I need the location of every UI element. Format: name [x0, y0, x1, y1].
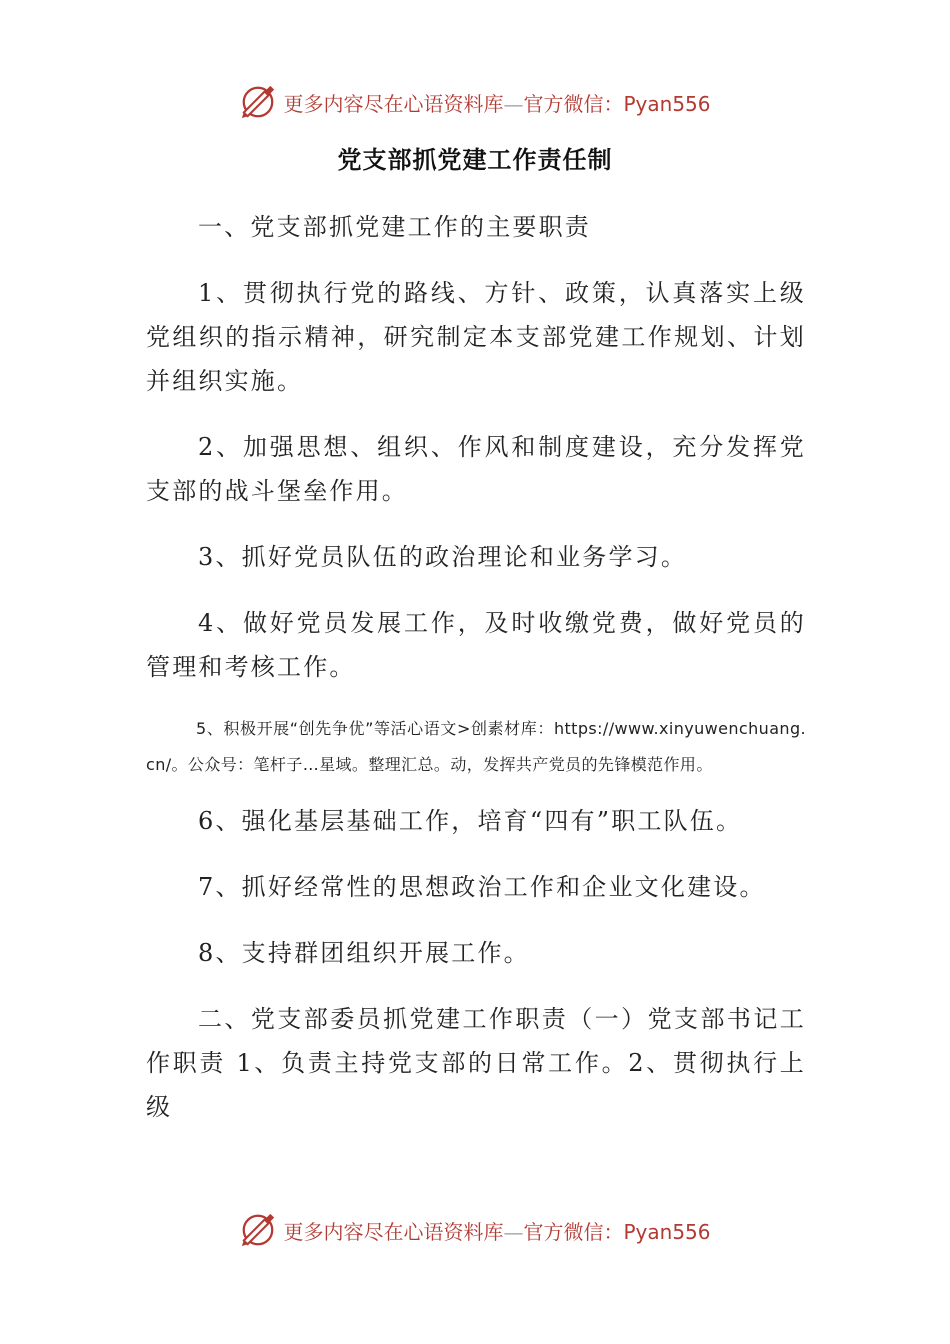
- paragraph-with-source-note: 5、积极开展“创先争优”等活心语文>创素材库：https://www.xinyuwenchuang.cn/。公众号：笔杆子…星域。整理汇总。动，发挥共产党员的先锋模范作用。: [146, 719, 806, 774]
- paragraph: 2、加强思想、组织、作风和制度建设，充分发挥党支部的战斗堡垒作用。: [146, 433, 806, 505]
- header-watermark: [0, 80, 950, 124]
- watermark-text: 更多内容尽在心语资料库—官方微信：Pyan556: [283, 1219, 711, 1244]
- document-title: 党支部抓党建工作责任制: [337, 146, 613, 174]
- document-body: [146, 205, 806, 1151]
- section-heading: 一、党支部抓党建工作的主要职责: [198, 213, 591, 241]
- section-heading: 二、党支部委员抓党建工作职责（一）党支部书记工作职责 1、负责主持党支部的日常工作。2、贯彻执行上级: [146, 1005, 806, 1121]
- paragraph: 4、做好党员发展工作，及时收缴党费，做好党员的管理和考核工作。: [146, 609, 806, 681]
- watermark-text: 更多内容尽在心语资料库—官方微信：Pyan556: [283, 91, 711, 116]
- paragraph: 8、支持群团组织开展工作。: [198, 939, 530, 967]
- footer-watermark: [0, 1208, 950, 1252]
- pen-logo-icon: [239, 1211, 277, 1249]
- paragraph: 6、强化基层基础工作，培育“四有”职工队伍。: [198, 807, 743, 835]
- pen-logo-icon: [239, 83, 277, 121]
- paragraph: 3、抓好党员队伍的政治理论和业务学习。: [198, 543, 688, 571]
- paragraph: 1、贯彻执行党的路线、方针、政策，认真落实上级党组织的指示精神，研究制定本支部党建工作规划、计划并组织实施。: [146, 279, 806, 395]
- paragraph: 7、抓好经常性的思想政治工作和企业文化建设。: [198, 873, 766, 901]
